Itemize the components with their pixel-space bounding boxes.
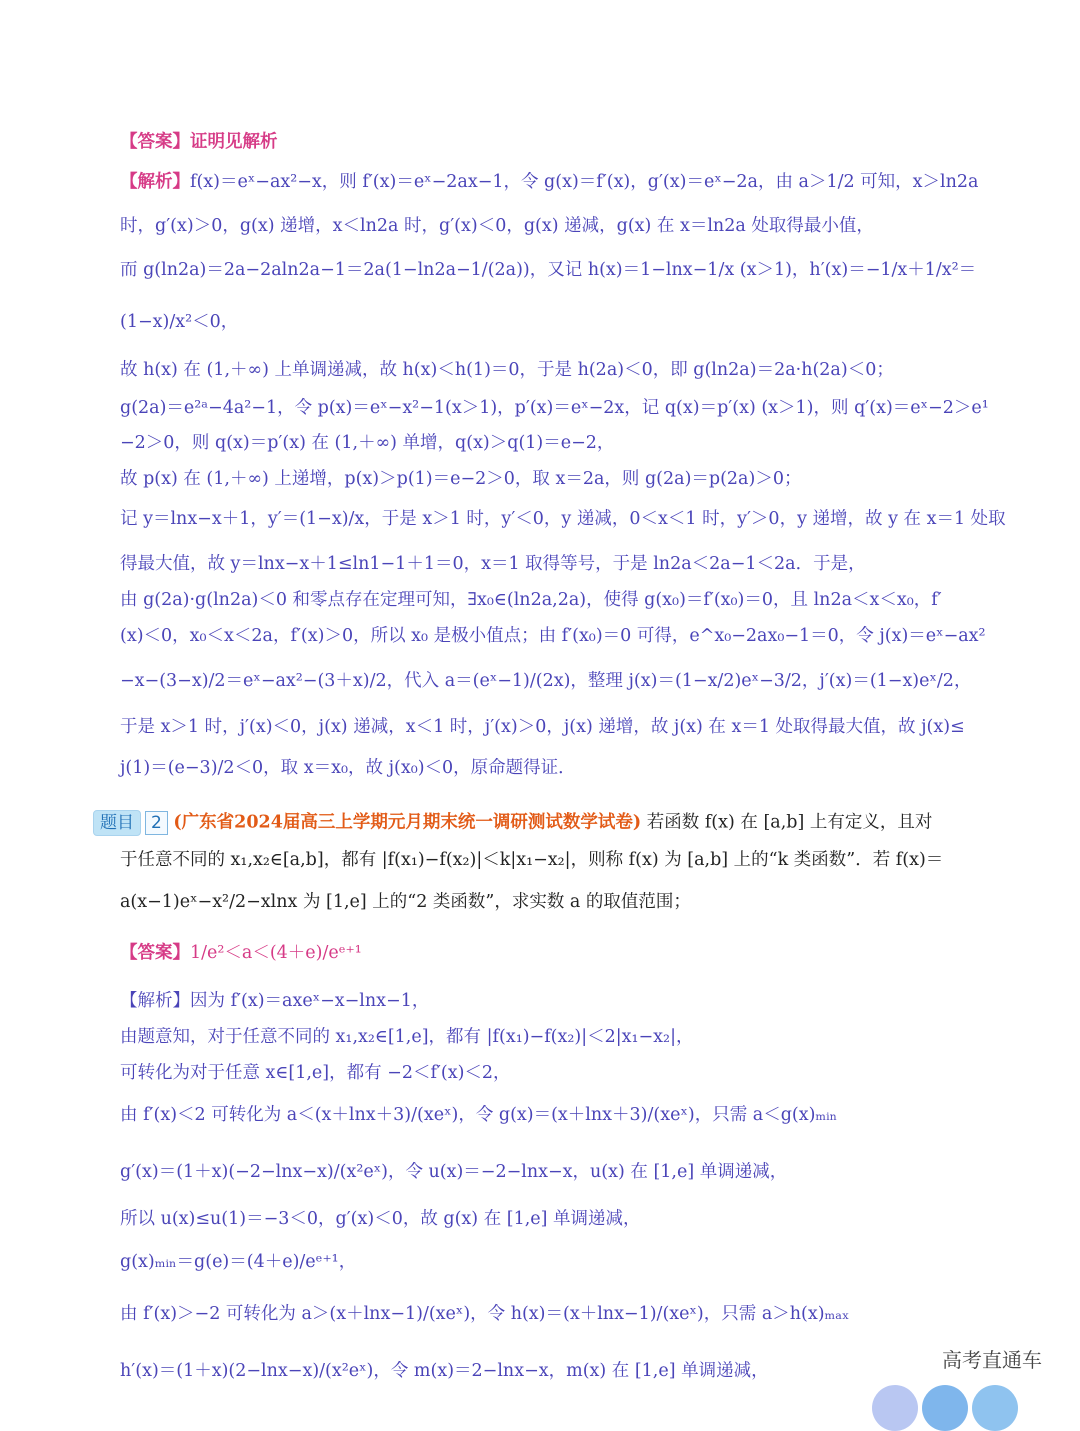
text-line: 由题意知，对于任意不同的 x₁,x₂∈[1,e]，都有 |f(x₁)−f(x₂)|＜2|x₁−x₂|， — [120, 1027, 694, 1047]
text-line: 由 g(2a)·g(ln2a)＜0 和零点存在定理可知，∃x₀∈(ln2a,2a)，使得 g(x₀)＝f′(x₀)＝0，且 ln2a＜x＜x₀，f′ — [120, 590, 942, 610]
problem-badge: 题目 — [93, 810, 141, 836]
analysis-line — [120, 990, 429, 1013]
decorative-bubble — [972, 1385, 1018, 1431]
problem-text: 若函数 f(x) 在 [a,b] 上有定义，且对 — [646, 812, 933, 833]
text-line: (1−x)/x²＜0， — [120, 312, 239, 332]
answer-tag: 【答案】 — [120, 943, 190, 963]
text-line: −x−(3−x)/2＝eˣ−ax²−(3＋x)/2，代入 a＝(eˣ−1)/(2x)，整理 j(x)＝(1−x/2)eˣ−3/2，j′(x)＝(1−x)eˣ/2， — [120, 671, 972, 691]
text-line: −2＞0，则 q(x)＝p′(x) 在 (1,＋∞) 单增，q(x)＞q(1)＝e−2， — [120, 433, 615, 453]
watermark: 高考直通车 — [942, 1348, 1042, 1372]
text-line: 得最大值，故 y＝lnx−x＋1≤ln1−1＋1＝0，x＝1 取得等号，于是 ln2a＜2a−1＜2a．于是， — [120, 554, 866, 574]
text-line: 故 h(x) 在 (1,＋∞) 上单调递减，故 h(x)＜h(1)＝0，于是 h(2a)＜0，即 g(ln2a)＝2a·h(2a)＜0； — [120, 360, 894, 380]
analysis-text: 因为 f′(x)＝axeˣ−x−lnx−1， — [190, 991, 430, 1011]
problem-2-header — [93, 810, 932, 836]
decorative-bubble — [872, 1385, 918, 1431]
text-line: 时，g′(x)＞0，g(x) 递增，x＜ln2a 时，g′(x)＜0，g(x) 递减，g(x) 在 x＝ln2a 处取得最小值， — [120, 216, 874, 236]
text-line: 故 p(x) 在 (1,＋∞) 上递增，p(x)＞p(1)＝e−2＞0，取 x＝2a，则 g(2a)＝p(2a)＞0； — [120, 469, 802, 489]
analysis-tag: 【解析】 — [120, 991, 190, 1011]
text-line: g′(x)＝(1＋x)(−2−lnx−x)/(x²eˣ)，令 u(x)＝−2−lnx−x，u(x) 在 [1,e] 单调递减， — [120, 1162, 788, 1182]
analysis-line — [120, 171, 979, 194]
text-line: 记 y＝lnx−x＋1，y′＝(1−x)/x，于是 x＞1 时，y′＜0，y 递减，0＜x＜1 时，y′＞0，y 递增，故 y 在 x＝1 处取 — [120, 509, 1006, 529]
text-line: g(x)ₘᵢₙ＝g(e)＝(4＋e)/eᵉ⁺¹， — [120, 1252, 357, 1272]
text-line: 于是 x＞1 时，j′(x)＜0，j(x) 递减，x＜1 时，j′(x)＞0，j(x) 递增，故 j(x) 在 x＝1 处取得最大值，故 j(x)≤ — [120, 717, 965, 737]
text-line: g(2a)＝e²ᵃ−4a²−1，令 p(x)＝eˣ−x²−1(x＞1)，p′(x)＝eˣ−2x，记 q(x)＝p′(x) (x＞1)，则 q′(x)＝eˣ−2＞e¹ — [120, 398, 989, 418]
decorative-bubble — [922, 1385, 968, 1431]
text-line: 由 f′(x)＜2 可转化为 a＜(x＋lnx＋3)/(xeˣ)，令 g(x)＝(x＋lnx＋3)/(xeˣ)，只需 a＜g(x)ₘᵢₙ — [120, 1105, 838, 1125]
text-line: 所以 u(x)≤u(1)＝−3＜0，g′(x)＜0，故 g(x) 在 [1,e] 单调递减， — [120, 1209, 641, 1229]
analysis-text: f(x)＝eˣ−ax²−x，则 f′(x)＝eˣ−2ax−1，令 g(x)＝f′(x)，g′(x)＝eˣ−2a，由 a＞1/2 可知，x＞ln2a — [190, 172, 979, 192]
answer-line-2 — [120, 942, 362, 965]
text-line: 而 g(ln2a)＝2a−2aln2a−1＝2a(1−ln2a−1/(2a))，又记 h(x)＝1−lnx−1/x (x＞1)，h′(x)＝−1/x＋1/x²＝ — [120, 260, 977, 280]
text-line: 可转化为对于任意 x∈[1,e]，都有 −2＜f′(x)＜2， — [120, 1063, 511, 1083]
text-line: h′(x)＝(1＋x)(2−lnx−x)/(x²eˣ)，令 m(x)＝2−lnx−x，m(x) 在 [1,e] 单调递减， — [120, 1361, 769, 1381]
problem-number: 2 — [145, 811, 168, 835]
text-line: (x)＜0，x₀＜x＜2a，f′(x)＞0，所以 x₀ 是极小值点；由 f′(x₀)＝0 可得，e^x₀−2ax₀−1＝0，令 j(x)＝eˣ−ax² — [120, 626, 986, 646]
analysis-tag: 【解析】 — [120, 172, 190, 192]
answer-text: 1/e²＜a＜(4＋e)/eᵉ⁺¹ — [190, 943, 362, 963]
answer-text: 证明见解析 — [190, 132, 278, 152]
problem-line: 于任意不同的 x₁,x₂∈[a,b]，都有 |f(x₁)−f(x₂)|＜k|x₁−x₂|，则称 f(x) 为 [a,b] 上的“k 类函数”．若 f(x)＝ — [120, 850, 944, 870]
text-line: 由 f′(x)＞−2 可转化为 a＞(x＋lnx−1)/(xeˣ)，令 h(x)＝(x＋lnx−1)/(xeˣ)，只需 a＞h(x)ₘₐₓ — [120, 1304, 850, 1324]
answer-line-1 — [120, 131, 278, 154]
answer-tag: 【答案】 — [120, 132, 190, 152]
text-line: j(1)＝(e−3)/2＜0，取 x＝x₀，故 j(x₀)＜0，原命题得证． — [120, 758, 576, 778]
problem-source: (广东省2024届高三上学期元月期末统一调研测试数学试卷) — [173, 812, 642, 833]
problem-line: a(x−1)eˣ−x²/2−xlnx 为 [1,e] 上的“2 类函数”，求实数 a 的取值范围； — [120, 892, 691, 912]
